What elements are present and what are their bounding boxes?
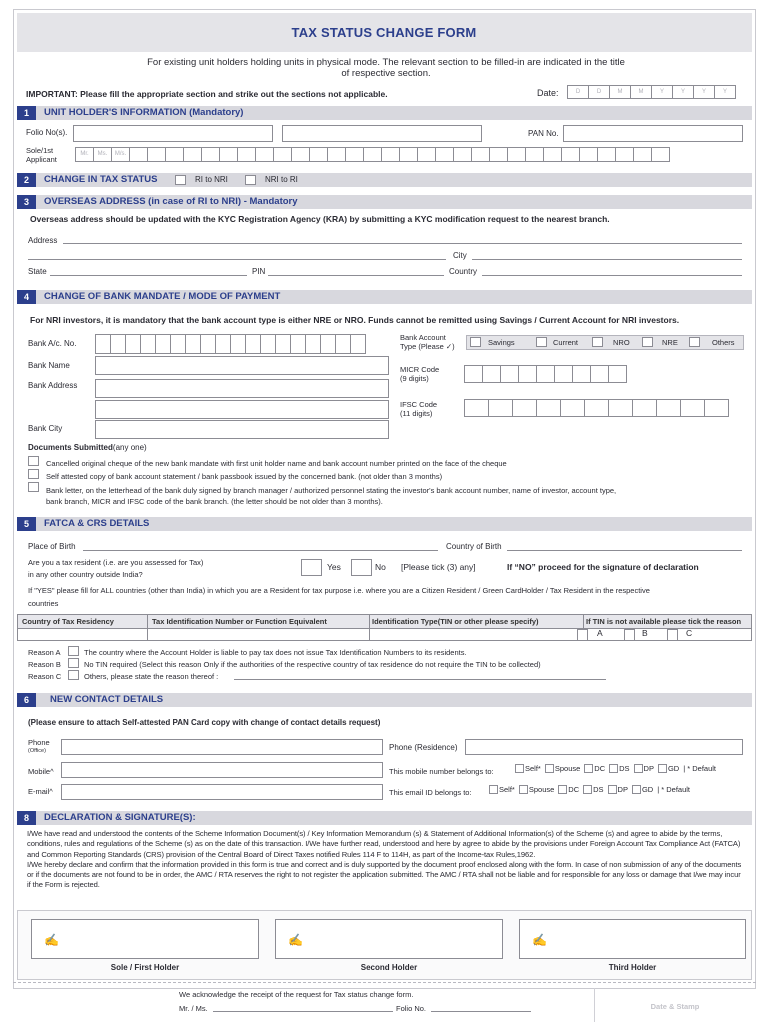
applicant-name-cell[interactable] — [525, 147, 544, 162]
date-cell[interactable]: D — [588, 85, 610, 99]
others-checkbox[interactable] — [689, 337, 700, 347]
ifsc-label-line-1: IFSC Code — [400, 400, 438, 409]
country-line[interactable] — [482, 275, 742, 276]
phone-office-label-line-2: (Office) — [28, 748, 46, 754]
applicant-label — [26, 146, 57, 164]
section-4-header — [17, 290, 752, 304]
mobile-relation-option[interactable] — [515, 764, 541, 773]
micr-field[interactable] — [464, 365, 626, 383]
mobile-relation-option[interactable] — [658, 764, 679, 773]
signature-box-first-holder[interactable] — [31, 919, 259, 959]
section-1-header — [17, 106, 752, 120]
section-6-header — [17, 693, 752, 707]
applicant-name-cell[interactable] — [363, 147, 382, 162]
acno-cell[interactable] — [260, 334, 276, 354]
bank-address-input-1[interactable] — [95, 379, 389, 398]
place-of-birth-line[interactable] — [83, 550, 438, 551]
section-title: NEW CONTACT DETAILS — [50, 694, 164, 705]
applicant-name-cell[interactable] — [309, 147, 328, 162]
applicant-name-cell[interactable] — [327, 147, 346, 162]
mobile-relation-label: DC — [594, 764, 606, 773]
email-relation-option[interactable] — [558, 785, 579, 794]
mobile-relation-option[interactable] — [609, 764, 629, 773]
pen-icon: ✍ — [44, 933, 59, 947]
mobile-relation-option[interactable] — [584, 764, 605, 773]
micr-cell[interactable] — [590, 365, 609, 383]
reason-a-detail-checkbox[interactable] — [68, 646, 79, 656]
reason-c-line[interactable] — [234, 679, 606, 680]
section-number: 4 — [17, 290, 36, 304]
no-checkbox[interactable] — [351, 559, 372, 576]
date-cell[interactable]: D — [567, 85, 589, 99]
mobile-relation-label: Spouse — [554, 764, 581, 773]
applicant-name-cell[interactable] — [453, 147, 472, 162]
section-title: FATCA & CRS DETAILS — [44, 518, 150, 529]
applicant-name-cell[interactable] — [597, 147, 616, 162]
cell-tin[interactable] — [148, 628, 370, 640]
state-label: State — [28, 267, 47, 276]
applicant-name-cell[interactable] — [543, 147, 562, 162]
documents-sub: (any one) — [112, 443, 147, 452]
signature-label-first: Sole / First Holder — [110, 963, 180, 972]
reason-b-title: Reason B — [28, 660, 61, 669]
date-cell[interactable]: Y — [693, 85, 715, 99]
acno-cell[interactable] — [275, 334, 291, 354]
section-number: 8 — [17, 811, 36, 825]
email-relation-checkbox[interactable] — [583, 785, 592, 794]
address-line-2[interactable] — [28, 259, 446, 260]
acno-cell[interactable] — [95, 334, 111, 354]
bank-name-label: Bank Name — [28, 361, 70, 370]
section-title: OVERSEAS ADDRESS (in case of RI to NRI) - Mandatory — [44, 196, 298, 207]
ifsc-cell[interactable] — [488, 399, 513, 417]
email-relation-checkbox[interactable] — [632, 785, 641, 794]
intro-text — [100, 57, 672, 79]
bank-address-label: Bank Address — [28, 381, 78, 390]
salutation-cell[interactable]: Ms. — [93, 147, 112, 162]
email-relation-label: DS — [593, 785, 604, 794]
if-yes-note-2: countries — [28, 599, 59, 608]
date-cell[interactable]: M — [630, 85, 652, 99]
acno-cell[interactable] — [290, 334, 306, 354]
mobile-label: Mobile^ — [28, 767, 54, 776]
country-of-birth-label: Country of Birth — [446, 542, 502, 551]
kra-note: Overseas address should be updated with the KYC Registration Agency (KRA) by submitting a KYC modification request to the nearest branch. — [30, 214, 610, 224]
date-cell[interactable]: Y — [672, 85, 694, 99]
acno-cell[interactable] — [350, 334, 366, 354]
pan-copy-note: (Please ensure to attach Self-attested PAN Card copy with change of contact details request) — [28, 718, 381, 727]
email-default-note: | * Default — [657, 785, 691, 794]
bank-city-input[interactable] — [95, 420, 389, 439]
mobile-default-note: | * Default — [683, 764, 717, 773]
applicant-name-cell[interactable] — [435, 147, 454, 162]
section-number: 2 — [17, 173, 36, 187]
pan-label: PAN No. — [528, 129, 559, 138]
mobile-relation-options — [515, 764, 716, 773]
applicant-name-cell[interactable] — [561, 147, 580, 162]
applicant-name-cell[interactable] — [507, 147, 526, 162]
applicant-name-field[interactable] — [75, 147, 669, 162]
section-number: 3 — [17, 195, 36, 209]
email-relation-checkbox[interactable] — [608, 785, 617, 794]
date-field[interactable] — [567, 85, 735, 99]
reason-b-label: B — [642, 628, 648, 638]
micr-cell[interactable] — [518, 365, 537, 383]
yes-label: Yes — [327, 562, 341, 572]
section-title: CHANGE OF BANK MANDATE / MODE OF PAYMENT — [44, 291, 281, 302]
documents-label — [28, 443, 147, 452]
section-8-header — [17, 811, 752, 825]
tick-note: [Please tick (3) any] — [401, 562, 476, 572]
section-2-header — [17, 173, 752, 187]
reason-c-title: Reason C — [28, 672, 62, 681]
section-title: UNIT HOLDER'S INFORMATION (Mandatory) — [44, 107, 244, 118]
applicant-name-cell[interactable] — [651, 147, 670, 162]
ifsc-cell[interactable] — [560, 399, 585, 417]
ri-to-nri-label: RI to NRI — [195, 175, 228, 184]
applicant-name-cell[interactable] — [471, 147, 490, 162]
email-relation-label: GD — [641, 785, 654, 794]
applicant-name-cell[interactable] — [345, 147, 364, 162]
phone-office-label — [28, 739, 50, 755]
if-no-note: If “NO” proceed for the signature of declaration — [507, 562, 699, 572]
folio-label: Folio No(s). — [26, 128, 68, 137]
applicant-name-cell[interactable] — [615, 147, 634, 162]
acct-type-label-line-2: Type (Please ✓) — [400, 342, 455, 351]
applicant-name-cell[interactable] — [219, 147, 238, 162]
acno-cell[interactable] — [305, 334, 321, 354]
col-tin: Tax Identification Number or Function Equivalent — [148, 615, 370, 628]
email-relation-options — [489, 785, 690, 794]
mobile-belongs-label: This mobile number belongs to: — [389, 767, 494, 776]
applicant-name-cell[interactable] — [201, 147, 220, 162]
email-relation-checkbox[interactable] — [558, 785, 567, 794]
reason-c-text: Others, please state the reason thereof : — [84, 672, 219, 681]
signature-label-third: Third Holder — [608, 963, 657, 972]
pen-icon: ✍ — [288, 933, 303, 947]
applicant-name-cell[interactable] — [399, 147, 418, 162]
ifsc-cell[interactable] — [680, 399, 705, 417]
email-relation-label: Spouse — [528, 785, 555, 794]
email-input[interactable] — [61, 784, 383, 800]
place-of-birth-label: Place of Birth — [28, 542, 76, 551]
micr-cell[interactable] — [482, 365, 501, 383]
ack-text: We acknowledge the receipt of the request for Tax status change form. — [179, 990, 414, 999]
address-label: Address — [28, 236, 58, 245]
applicant-name-cell[interactable] — [489, 147, 508, 162]
micr-cell[interactable] — [536, 365, 555, 383]
phone-residence-input[interactable] — [465, 739, 743, 755]
cell-country[interactable] — [18, 628, 148, 640]
applicant-label-line-2: Applicant — [26, 155, 57, 164]
reason-c-checkbox[interactable] — [667, 629, 678, 641]
acno-cell[interactable] — [185, 334, 201, 354]
tax-resident-question-1: Are you a tax resident (i.e. are you assessed for Tax) — [28, 558, 204, 567]
ack-name-label: Mr. / Ms. — [179, 1004, 208, 1013]
if-yes-note-1: If "YES" please fill for ALL countries (other than India) in which you are a Resident for tax purpose i.e. where you are a Citizen Resident / Green CardHolder / Tax Resident in the respective — [28, 586, 650, 595]
nre-checkbox[interactable] — [642, 337, 653, 347]
tax-resident-question-2: in any other country outside India? — [28, 570, 143, 579]
micr-label-line-1: MICR Code — [400, 365, 440, 374]
mobile-relation-option[interactable] — [634, 764, 654, 773]
applicant-label-line-1: Sole/1st — [26, 146, 54, 155]
applicant-name-cell[interactable] — [147, 147, 166, 162]
bank-acno-label: Bank A/c. No. — [28, 339, 77, 348]
intro-line-2: of respective section. — [341, 68, 431, 79]
applicant-name-cell[interactable] — [129, 147, 148, 162]
savings-checkbox[interactable] — [470, 337, 481, 347]
email-label: E-mail^ — [28, 787, 53, 796]
reason-b-detail-checkbox[interactable] — [68, 658, 79, 668]
ack-folio-label: Folio No. — [396, 1004, 427, 1013]
doc-letter-checkbox[interactable] — [28, 482, 39, 492]
pin-line[interactable] — [268, 275, 444, 276]
applicant-name-cell[interactable] — [381, 147, 400, 162]
doc-cheque-text: Cancelled original cheque of the new bank mandate with first unit holder name and bank account number printed on the face of the cheque — [46, 459, 507, 468]
mobile-relation-label: GD — [667, 764, 680, 773]
date-cell[interactable]: M — [609, 85, 631, 99]
acno-cell[interactable] — [140, 334, 156, 354]
nro-checkbox[interactable] — [592, 337, 603, 347]
country-of-birth-line[interactable] — [507, 550, 742, 551]
mobile-relation-checkbox[interactable] — [545, 764, 554, 773]
mobile-relation-label: DS — [619, 764, 630, 773]
acct-type-label-line-1: Bank Account — [400, 333, 446, 342]
reason-a-label: A — [597, 628, 603, 638]
applicant-name-cell[interactable] — [291, 147, 310, 162]
email-relation-label: DC — [568, 785, 580, 794]
yes-checkbox[interactable] — [301, 559, 322, 576]
important-note: IMPORTANT: Please fill the appropriate section and strike out the sections not applicable. — [26, 89, 388, 99]
col-reason: If TIN is not available please tick the reason — [586, 617, 742, 626]
date-stamp-label: Date & Stamp — [650, 1002, 700, 1011]
applicant-name-cell[interactable] — [273, 147, 292, 162]
declaration-paragraph-1: I/We have read and understood the contents of the Scheme Information Document(s) / Key Information Memorandum (s) & Statement of Additional Information(s) of the Scheme (s) and agree to abide by the terms, conditions, rules and regulations of the Scheme (s) as on the date of this transaction. I/We have further read, understood and here by agree to abide by the provisions under Foreign Account Tax Compliance Act (FATCA) and Common Reporting Standards (CRS) provision of the Central Board of Direct Taxes notified Rules 114 F to 114H, as part of the Income-tax Rules,1962. — [27, 829, 741, 859]
phone-office-label-line-1: Phone — [28, 738, 50, 747]
acno-cell[interactable] — [125, 334, 141, 354]
section-title: DECLARATION & SIGNATURE(S): — [44, 812, 196, 823]
salutation-cell[interactable]: Mr. — [75, 147, 94, 162]
acno-cell[interactable] — [170, 334, 186, 354]
tax-residency-table-header — [17, 614, 752, 629]
email-relation-option[interactable] — [489, 785, 515, 794]
documents-title: Documents Submitted — [28, 443, 113, 452]
email-relation-label: Self* — [499, 785, 515, 794]
country-label: Country — [449, 267, 478, 276]
reason-a-checkbox[interactable] — [577, 629, 588, 641]
applicant-name-cell[interactable] — [183, 147, 202, 162]
ifsc-field[interactable] — [464, 399, 728, 417]
ifsc-cell[interactable] — [464, 399, 489, 417]
micr-cell[interactable] — [572, 365, 591, 383]
ack-name-line[interactable] — [213, 1011, 393, 1012]
acct-type-options — [466, 335, 744, 350]
mobile-relation-checkbox[interactable] — [609, 764, 618, 773]
no-label: No — [375, 562, 386, 572]
address-line-1[interactable] — [63, 243, 742, 244]
col-id-type: Identification Type(TIN or other please specify) — [370, 615, 584, 628]
folio-input-1[interactable] — [73, 125, 273, 142]
mobile-relation-checkbox[interactable] — [515, 764, 524, 773]
applicant-name-cell[interactable] — [579, 147, 598, 162]
micr-cell[interactable] — [554, 365, 573, 383]
pan-input[interactable] — [563, 125, 743, 142]
mobile-relation-label: Self* — [525, 764, 541, 773]
section-number: 5 — [17, 517, 36, 531]
section-5-header — [17, 517, 752, 531]
email-relation-option[interactable] — [608, 785, 628, 794]
ifsc-label-line-2: (11 digits) — [400, 409, 433, 418]
nro-label: NRO — [613, 338, 630, 347]
current-label: Current — [553, 338, 579, 347]
doc-statement-text: Self attested copy of bank account statement / bank passbook issued by the concerned bank. (not older than 3 months) — [46, 472, 443, 481]
section-number: 1 — [17, 106, 36, 120]
date-cell[interactable]: Y — [651, 85, 673, 99]
doc-cheque-checkbox[interactable] — [28, 456, 39, 466]
email-belongs-label: This email ID belongs to: — [389, 788, 472, 797]
section-number: 6 — [17, 693, 36, 707]
bank-name-input[interactable] — [95, 356, 389, 375]
email-relation-checkbox[interactable] — [489, 785, 498, 794]
bank-address-input-2[interactable] — [95, 400, 389, 419]
savings-label: Savings — [488, 338, 515, 347]
doc-statement-checkbox[interactable] — [28, 469, 39, 479]
ack-folio-line[interactable] — [431, 1011, 531, 1012]
doc-letter-text-1: Bank letter, on the letterhead of the bank duly signed by branch manager / authorized personnel stating the investor's bank account number, name of investor, account type, — [46, 486, 617, 495]
reason-c-detail-checkbox[interactable] — [68, 670, 79, 680]
declaration-text — [27, 829, 743, 891]
current-checkbox[interactable] — [536, 337, 547, 347]
folio-input-2[interactable] — [282, 125, 482, 142]
mobile-relation-checkbox[interactable] — [584, 764, 593, 773]
mobile-relation-option[interactable] — [545, 764, 580, 773]
state-line[interactable] — [50, 275, 247, 276]
date-label: Date: — [537, 88, 559, 98]
acno-cell[interactable] — [320, 334, 336, 354]
ifsc-label — [400, 400, 437, 418]
acno-cell[interactable] — [110, 334, 126, 354]
pin-label: PIN — [252, 267, 266, 276]
applicant-name-cell[interactable] — [255, 147, 274, 162]
date-cell[interactable]: Y — [714, 85, 736, 99]
tax-residency-table-row — [17, 628, 752, 641]
intro-line-1: For existing unit holders holding units in physical mode. The relevant section to be filled-in are indicated in the title — [147, 57, 625, 68]
nre-label: NRE — [662, 338, 678, 347]
section-title: CHANGE IN TAX STATUS — [44, 174, 158, 185]
others-label: Others — [712, 338, 735, 347]
applicant-name-cell[interactable] — [417, 147, 436, 162]
phone-residence-label: Phone (Residence) — [389, 743, 458, 752]
mobile-input[interactable] — [61, 762, 383, 778]
ifsc-cell[interactable] — [512, 399, 537, 417]
ifsc-cell[interactable] — [608, 399, 633, 417]
ifsc-cell[interactable] — [656, 399, 681, 417]
reason-c-label: C — [686, 628, 693, 638]
micr-cell[interactable] — [500, 365, 519, 383]
email-relation-option[interactable] — [519, 785, 554, 794]
micr-label-line-2: (9 digits) — [400, 374, 429, 383]
signature-label-second: Second Holder — [360, 963, 418, 972]
nri-to-ri-label: NRI to RI — [265, 175, 298, 184]
pen-icon: ✍ — [532, 933, 547, 947]
micr-cell[interactable] — [608, 365, 627, 383]
signature-box-third-holder[interactable] — [519, 919, 746, 959]
section-3-header — [17, 195, 752, 209]
acno-cell[interactable] — [155, 334, 171, 354]
ifsc-cell[interactable] — [632, 399, 657, 417]
bank-city-label: Bank City — [28, 424, 63, 433]
applicant-name-cell[interactable] — [165, 147, 184, 162]
reason-a-title: Reason A — [28, 648, 61, 657]
salutation-cell[interactable]: M/s. — [111, 147, 130, 162]
acct-type-label — [400, 333, 455, 351]
mobile-relation-checkbox[interactable] — [658, 764, 667, 773]
email-relation-option[interactable] — [583, 785, 603, 794]
col-country: Country of Tax Residency — [18, 615, 148, 628]
cell-id-type[interactable] — [370, 628, 584, 640]
city-label: City — [453, 251, 467, 260]
nri-to-ri-checkbox[interactable] — [245, 175, 256, 185]
email-relation-checkbox[interactable] — [519, 785, 528, 794]
ifsc-cell[interactable] — [704, 399, 729, 417]
acno-cell[interactable] — [245, 334, 261, 354]
ri-to-nri-checkbox[interactable] — [175, 175, 186, 185]
acno-cell[interactable] — [200, 334, 216, 354]
reason-a-text: The country where the Account Holder is liable to pay tax does not issue Tax Identification Numbers to its residents. — [84, 648, 467, 657]
ifsc-cell[interactable] — [536, 399, 561, 417]
reason-b-text: No TIN required (Select this reason Only if the authorities of the respective country of tax residence do not require the TIN to be collected) — [84, 660, 541, 669]
city-line[interactable] — [472, 259, 742, 260]
bank-acno-field[interactable] — [95, 334, 365, 354]
ifsc-cell[interactable] — [584, 399, 609, 417]
email-relation-label: DP — [617, 785, 628, 794]
applicant-name-cell[interactable] — [633, 147, 652, 162]
phone-office-input[interactable] — [61, 739, 383, 755]
nri-note: For NRI investors, it is mandatory that the bank account type is either NRE or NRO. Funds cannot be remitted using Savings / Current Account for NRI investors. — [30, 315, 680, 325]
declaration-paragraph-2: I/We hereby declare and confirm that the information provided in this form is true and correct and is duly supported by the document proof enclosed along with the form. In case of non submission of any of the documents or if the documents are not found to be in order, the AMC / RTA reserves the right to not register the application submitted. The AMC / RTA shall not be liable and for responsible for any loss or damage that I/we may incur if the Form is rejected. — [27, 859, 742, 890]
acno-cell[interactable] — [230, 334, 246, 354]
mobile-relation-label: DP — [643, 764, 654, 773]
applicant-name-cell[interactable] — [237, 147, 256, 162]
mobile-relation-checkbox[interactable] — [634, 764, 643, 773]
acno-cell[interactable] — [335, 334, 351, 354]
micr-cell[interactable] — [464, 365, 483, 383]
doc-letter-text-2: bank branch, MICR and IFSC code of the bank branch. (the letter should be not older than 3 months). — [46, 497, 383, 506]
micr-label — [400, 365, 439, 383]
reason-b-checkbox[interactable] — [624, 629, 635, 641]
signature-box-second-holder[interactable] — [275, 919, 503, 959]
acno-cell[interactable] — [215, 334, 231, 354]
email-relation-option[interactable] — [632, 785, 653, 794]
form-title: TAX STATUS CHANGE FORM — [291, 25, 477, 40]
